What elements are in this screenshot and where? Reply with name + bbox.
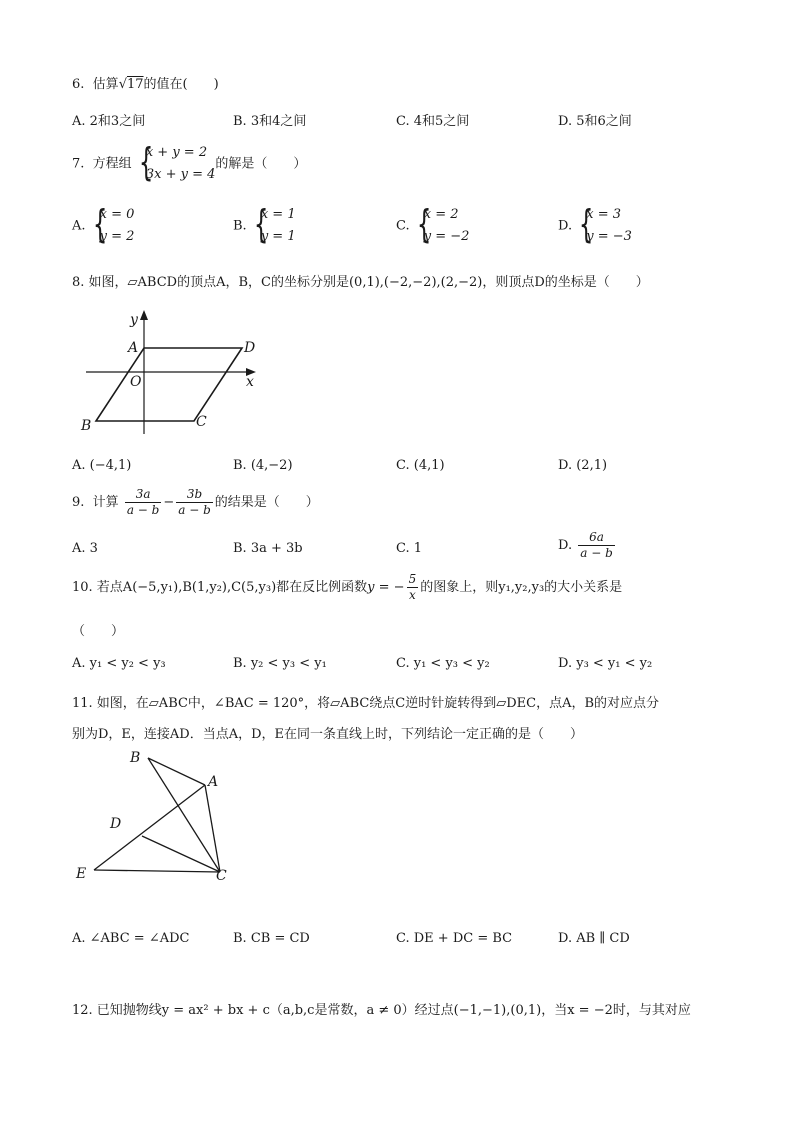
q9-stem: 9. 计算 $\frac{3a}{a - b}$ − $\frac{3b}{a - b}$ 的结果是（ ） [72,487,319,517]
q7-option-a: A. { x = 0 y = 2 [72,202,135,246]
q11-stem-line1: 11. 如图，在▱ABC中，∠BAC = 120°，将▱ABC绕点C逆时针旋转得到▱DEC，点A，B的对应点分 [72,696,660,711]
q11-option-a: A. ∠ABC = ∠ADC [72,931,190,946]
q6-option-b: B. 3和4之间 [233,114,307,129]
q11-option-c: C. DE + DC = BC [396,931,513,946]
q8-option-a: A. (−4,1) [72,458,132,473]
q10-stem: 10. 若点A(−5,y₁),B(1,y₂),C(5,y₃)都在反比例函数y = − $\frac{5}{x}$ 的图象上，则y₁,y₂,y₃的大小关系是 [72,572,623,602]
q7-option-d: D. { x = 3 y = −3 [558,202,632,246]
q11-rotation-figure [74,748,244,884]
q8-option-c: C. (4,1) [396,458,445,473]
q6-option-a: A. 2和3之间 [72,114,146,129]
q6-option-d: D. 5和6之间 [558,114,632,129]
q6-stem: 6. 估算√17的值在( ) [72,77,219,92]
q11-option-d: D. AB ∥ CD [558,931,630,946]
point-d-label: D [244,340,256,356]
point-a-label: A [208,774,219,790]
point-a-label: A [128,340,139,356]
q9-option-c: C. 1 [396,541,423,556]
point-c-label: C [216,868,227,884]
q11-option-b: B. CB = CD [233,931,310,946]
q9-option-b: B. 3a + 3b [233,541,303,556]
q9-option-d: D. $\frac{6a}{a - b}$ [558,530,613,560]
q10-option-d: D. y₃ < y₁ < y₂ [558,656,653,671]
q7-stem: 7. 方程组 { x + y = 2 3x + y = 4 的解是（ ） [72,140,307,184]
q10-option-b: B. y₂ < y₃ < y₁ [233,656,327,671]
q8-option-d: D. (2,1) [558,458,608,473]
q7-option-b: B. { x = 1 y = 1 [233,202,296,246]
y-axis-label: y [130,312,138,328]
q6-option-c: C. 4和5之间 [396,114,470,129]
origin-label: O [130,374,142,390]
q7-option-c: C. { x = 2 y = −2 [396,202,470,246]
point-c-label: C [196,414,207,430]
point-d-label: D [110,816,122,832]
point-b-label: B [130,750,141,766]
q10-option-c: C. y₁ < y₃ < y₂ [396,656,490,671]
q8-option-b: B. (4,−2) [233,458,293,473]
q10-stem-line2: （ ） [72,624,125,639]
q9-option-a: A. 3 [72,541,98,556]
q11-stem-line2: 别为D，E，连接AD．当点A，D，E在同一条直线上时，下列结论一定正确的是（ ） [72,727,584,742]
q8-parallelogram-figure [78,308,268,440]
q8-stem: 8. 如图，▱ABCD的顶点A，B，C的坐标分别是(0,1),(−2,−2),(2,−2)，则顶点D的坐标是（ ） [72,275,649,290]
point-b-label: B [81,418,92,434]
q7-equation-system: { x + y = 2 3x + y = 4 [138,140,216,184]
point-e-label: E [76,866,87,882]
q12-stem-line1: 12. 已知抛物线y = ax² + bx + c（a,b,c是常数，a ≠ 0）经过点(−1,−1),(0,1)，当x = −2时，与其对应 [72,1003,691,1018]
q10-option-a: A. y₁ < y₂ < y₃ [72,656,166,671]
x-axis-label: x [246,374,254,390]
